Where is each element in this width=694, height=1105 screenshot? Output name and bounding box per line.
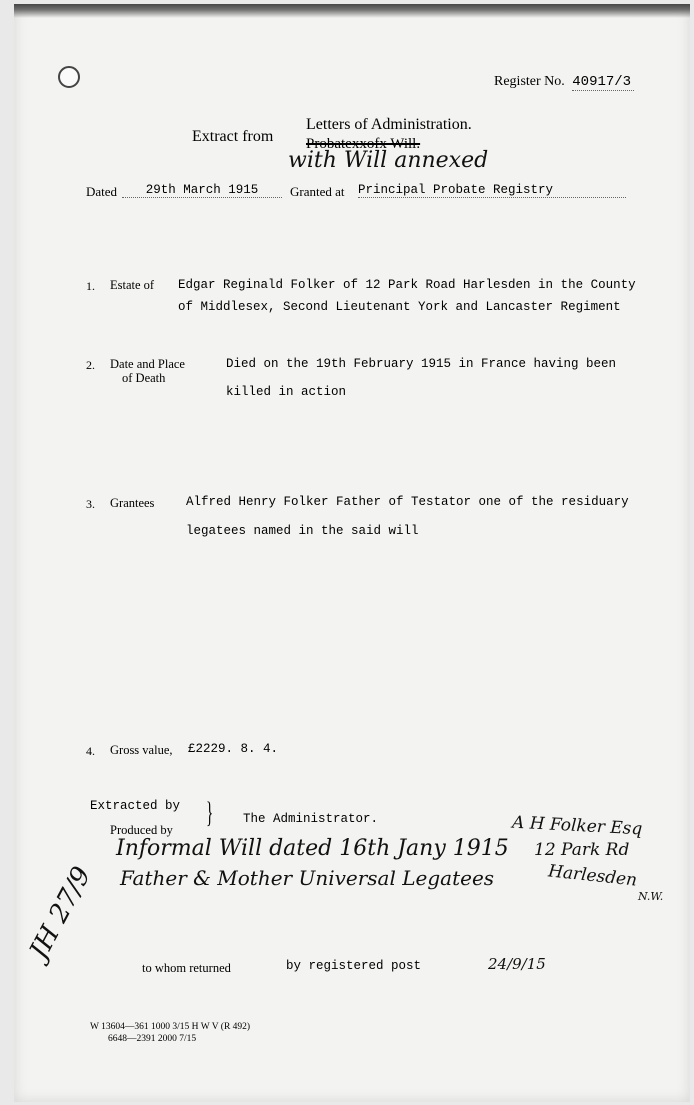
gross-value: £2229. 8. 4. — [188, 742, 279, 756]
returned-date: 24/9/15 — [488, 955, 546, 973]
page-edge-shadow — [14, 4, 690, 18]
grantees-number: 3. — [86, 497, 95, 511]
brace: } — [206, 796, 214, 829]
produced-by-label: Produced by — [110, 823, 173, 837]
extract-from-label: Extract from — [192, 128, 274, 145]
granted-at-value: Principal Probate Registry — [358, 183, 626, 198]
estate-label: Estate of — [110, 278, 155, 292]
footer-print-code-2: 6648—2391 2000 7/15 — [108, 1034, 197, 1044]
footer-print-code-1: W 13604—361 1000 3/15 H W V (R 492) — [90, 1022, 251, 1032]
handwritten-address-street: 12 Park Rd — [534, 840, 630, 860]
estate-number: 1. — [86, 279, 95, 293]
gross-number: 4. — [86, 744, 95, 758]
returned-label: to whom returned — [142, 961, 231, 975]
margin-initials: JH 27/9 — [24, 861, 98, 965]
dated-label: Dated — [86, 184, 118, 199]
dated-value: 29th March 1915 — [122, 183, 282, 198]
handwritten-address-name: A H Folker Esq — [511, 812, 643, 840]
returned-method: by registered post — [286, 959, 422, 973]
death-line-1: Died on the 19th February 1915 in France having been — [226, 357, 617, 371]
extracted-by-label: Extracted by — [90, 799, 181, 813]
death-line-2: killed in action — [226, 385, 347, 399]
death-number: 2. — [86, 358, 95, 372]
administrator-label: The Administrator. — [243, 812, 379, 826]
register-number: 40917/3 — [572, 74, 634, 91]
handwritten-address-district: N.W. — [638, 890, 664, 903]
probate-of-will-struck: Probatexxofx Will. — [306, 136, 421, 152]
handwritten-informal-will: Informal Will dated 16th Jany 1915 — [116, 836, 509, 861]
handwritten-will-annexed: with Will annexed — [288, 148, 489, 173]
handwritten-address-town: Harlesden — [547, 861, 639, 891]
death-label-2: of Death — [122, 371, 166, 385]
punch-hole — [58, 66, 80, 88]
register-line — [494, 74, 634, 91]
grantees-line-2: legatees named in the said will — [186, 524, 419, 538]
grantees-label: Grantees — [110, 496, 155, 510]
handwritten-legatees: Father & Mother Universal Legatees — [120, 866, 495, 890]
death-label-1: Date and Place — [110, 357, 185, 371]
granted-at-label: Granted at — [290, 184, 345, 199]
estate-line-2: of Middlesex, Second Lieutenant York and Lancaster Regiment — [178, 300, 621, 314]
grantees-line-1: Alfred Henry Folker Father of Testator one of the residuary — [186, 495, 629, 509]
estate-line-1: Edgar Reginald Folker of 12 Park Road Harlesden in the County — [178, 278, 636, 292]
register-label: Register No. — [494, 74, 565, 89]
letters-of-administration: Letters of Administration. — [306, 116, 472, 133]
gross-label: Gross value, — [110, 743, 173, 757]
